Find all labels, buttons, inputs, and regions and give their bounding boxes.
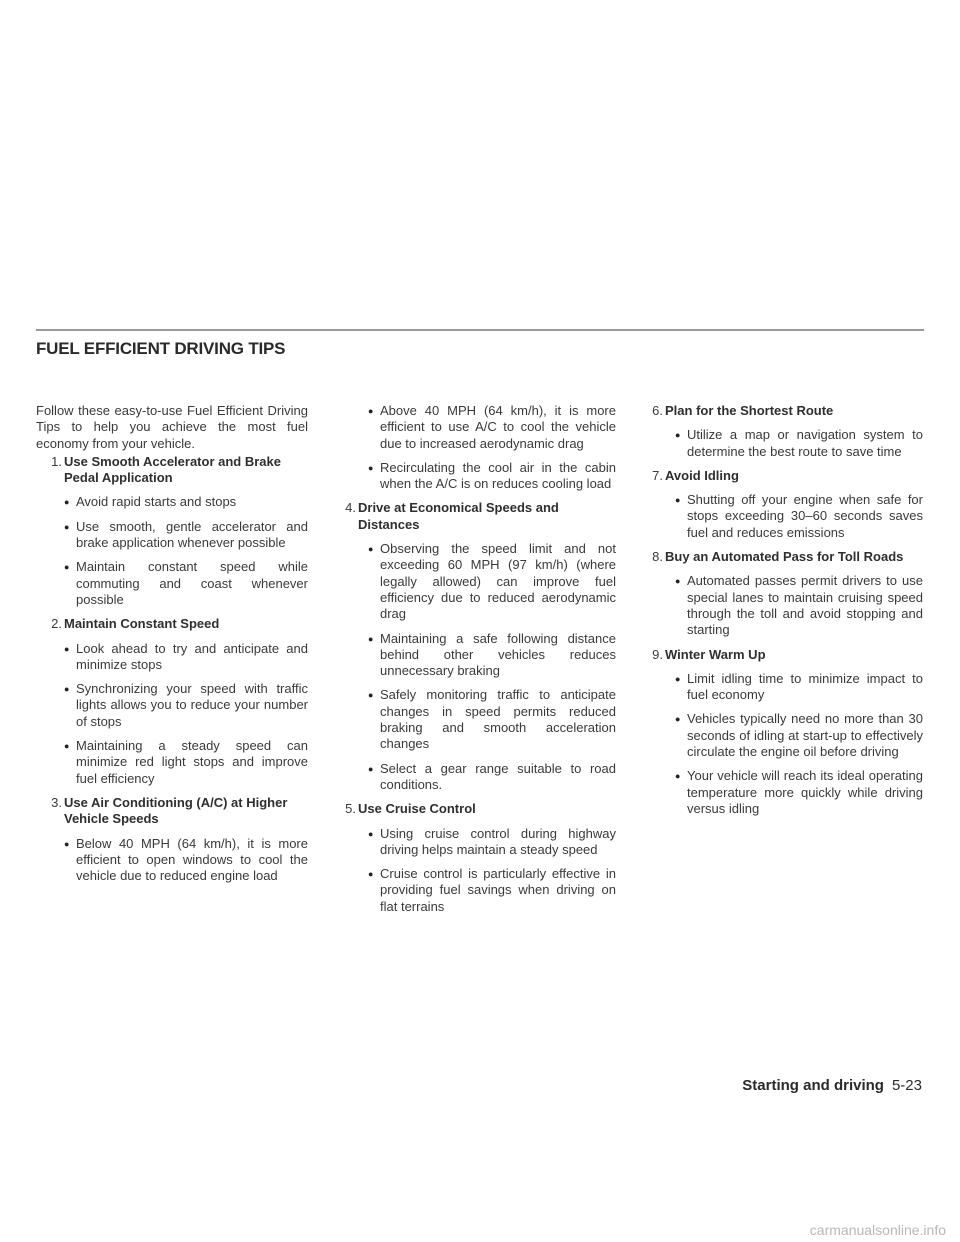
bullet-text: Maintaining a safe following distance behind other vehicles reduces unnecessary braking [380,630,616,679]
tip-section [344,801,616,915]
tip-section-heading [344,500,616,533]
tip-section-heading [651,647,923,663]
tip-section-heading [651,468,923,484]
bullet-icon: ● [368,462,374,473]
tip-section-heading [36,454,308,487]
tip-title: Plan for the Shortest Route [665,403,834,418]
tip-number: 3. [51,794,62,810]
tip-section-heading [344,801,616,817]
heading-rule [36,329,924,331]
bullet-icon: ● [64,521,70,532]
tip-section [36,616,308,787]
tip-number: 8. [652,549,663,565]
column-1 [36,403,308,892]
bullet-icon: ● [368,690,374,701]
tip-bullet [344,541,616,622]
bullet-text: Avoid rapid starts and stops [76,494,237,510]
intro-paragraph: Follow these easy-to-use Fuel Efficient Driving Tips to help you achieve the most fuel economy from your vehicle. [36,403,308,451]
tip-bullet [36,681,308,730]
bullet-text: Utilize a map or navigation system to determine the best route to save time [687,427,923,459]
tip-bullet [344,631,616,680]
bullet-icon: ● [675,430,681,441]
tip-bullet [344,687,616,752]
column-3 [651,403,923,825]
column-3-sections [651,403,923,817]
bullet-text: Vehicles typically need no more than 30 seconds of idling at start-up to effectively circulate the engine oil before driving [687,711,923,760]
tip-number: 7. [652,467,663,483]
bullet-icon: ● [64,643,70,654]
tip-section [344,403,616,492]
bullet-text: Maintain constant speed while commuting and coast whenever possible [76,559,308,607]
bullet-text: Automated passes permit drivers to use special lanes to maintain cruising speed through the toll and avoid stopping and starting [687,573,923,638]
tip-section [651,403,923,460]
tip-section-heading [651,403,923,419]
tip-bullet [36,641,308,674]
bullet-icon: ● [675,771,681,782]
tip-section [344,500,616,793]
tip-bullet [36,519,308,552]
tip-section [36,454,308,608]
bullet-text: Limit idling time to minimize impact to fuel economy [687,670,923,703]
tip-section [651,647,923,818]
bullet-icon: ● [64,838,70,849]
bullet-icon: ● [675,576,681,587]
tip-bullet [344,866,616,915]
tip-title: Use Air Conditioning (A/C) at Higher Vehicle Speeds [64,794,288,827]
tip-bullet [651,492,923,541]
tip-bullet [344,403,616,452]
column-1-sections [36,454,308,885]
tip-title: Drive at Economical Speeds and Distances [358,500,559,532]
tip-section-heading [651,549,923,565]
bullet-text: Recirculating the cool air in the cabin when the A/C is on reduces cooling load [380,459,616,492]
tip-bullet [651,427,923,460]
tip-section-heading [36,616,308,632]
column-2 [344,403,616,923]
bullet-text: Observing the speed limit and not exceeding 60 MPH (97 km/h) (where legally allowed) can improve fuel efficiency due to reduced aerodynamic drag [380,541,616,622]
bullet-text: Use smooth, gentle accelerator and brake application whenever possible [76,518,308,551]
tip-title: Winter Warm Up [665,646,766,662]
bullet-text: Using cruise control during highway driving helps maintain a steady speed [380,825,616,857]
column-2-sections [344,403,616,915]
tip-bullet [651,768,923,817]
bullet-text: Cruise control is particularly effective in providing fuel savings when driving on flat terrains [380,866,616,914]
bullet-icon: ● [368,763,374,774]
bullet-text: Synchronizing your speed with traffic lights allows you to reduce your number of stops [76,681,308,729]
tip-bullet [36,738,308,787]
tip-section [651,549,923,638]
bullet-text: Maintaining a steady speed can minimize red light stops and improve fuel efficiency [76,738,308,786]
bullet-icon: ● [675,714,681,725]
tip-bullet [651,671,923,704]
tip-number: 5. [345,801,356,817]
bullet-text: Below 40 MPH (64 km/h), it is more efficient to open windows to cool the vehicle due to reduced engine load [76,835,308,884]
tip-title: Buy an Automated Pass for Toll Roads [665,549,904,565]
tip-bullet [36,559,308,608]
bullet-text: Above 40 MPH (64 km/h), it is more efficient to use A/C to cool the vehicle due to increased aerodynamic drag [380,403,616,451]
bullet-icon: ● [64,497,70,508]
tip-number: 2. [51,616,62,632]
tip-title: Use Smooth Accelerator and Brake Pedal Application [64,453,281,486]
tip-number: 9. [652,646,663,662]
tip-bullet [651,573,923,638]
tip-title: Use Cruise Control [358,801,476,817]
bullet-icon: ● [64,562,70,573]
bullet-icon: ● [368,544,374,555]
page-footer [742,1077,922,1094]
footer-page-number: 5-23 [891,1077,922,1094]
bullet-text: Look ahead to try and anticipate and minimize stops [76,640,308,672]
bullet-icon: ● [675,673,681,684]
bullet-text: Safely monitoring traffic to anticipate changes in speed permits reduced braking and smooth acceleration changes [380,687,616,752]
bullet-icon: ● [368,406,374,416]
tip-number: 1. [51,453,62,469]
bullet-icon: ● [368,633,374,644]
tip-section [651,468,923,541]
tip-section [36,795,308,884]
tip-bullet [36,836,308,885]
bullet-icon: ● [64,741,70,752]
page-title: FUEL EFFICIENT DRIVING TIPS [36,339,286,358]
bullet-icon: ● [368,828,374,839]
tip-number: 6. [652,403,663,418]
tip-title: Maintain Constant Speed [64,616,220,632]
bullet-text: Select a gear range suitable to road conditions. [380,760,616,792]
tip-number: 4. [345,500,356,516]
tip-bullet [344,826,616,859]
tip-bullet [36,494,308,510]
footer-section-label: Starting and driving [742,1077,884,1094]
tip-bullet [344,460,616,493]
bullet-text: Your vehicle will reach its ideal operating temperature more quickly while driving versus idling [687,768,923,816]
tip-bullet [651,711,923,760]
watermark: carmanualsonline.info [809,1222,946,1238]
tip-title: Avoid Idling [665,467,739,483]
bullet-text: Shutting off your engine when safe for stops exceeding 30–60 seconds saves fuel and reduces emissions [687,492,923,540]
bullet-icon: ● [368,869,374,880]
tip-bullet [344,761,616,794]
bullet-icon: ● [64,684,70,695]
tip-section-heading [36,795,308,828]
bullet-icon: ● [675,495,681,506]
